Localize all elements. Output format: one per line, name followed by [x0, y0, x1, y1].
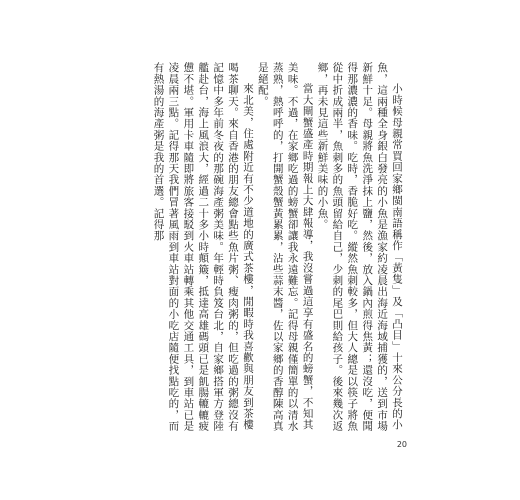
page-number: 20	[396, 440, 407, 449]
paragraph-small-fish: 小時候母親常買回家鄉閩南語稱作「黃隻」及「凸目」十來公分長的小魚，這兩種全身銀白發亮的小魚是漁家約凌晨出海近海域捕獲的，送到市場新鮮十足。母親將魚洗淨抹上鹽，然後，放入鍋內煎得焦黃；還沒吃，便聞得那濃濃的香味。吃時，香脆好吃。縱然魚刺較多，但大人總是以筷子將魚從中折成兩半，魚刺多的魚頭留給自己，少刺的尾巴則給孩子。後來幾次返鄉，再未見這些新鮮美味的小魚。	[316, 62, 403, 432]
paragraph-crab: 當大閘蟹盛產時期報上大肆報導，我沒嘗過這享有盛名的螃蟹，不知其美味。不過，在家鄉吃過的螃蟹卻讓我永遠難忘。記得母親僅簡單的以清水蒸熟，熱呼呼的，打開蟹殼蟹黃累累，沾些蒜末醬，佐以家鄉的香醇陳高真是絕配。	[256, 62, 314, 432]
paragraph-seafood-porridge: 來北美，住處附近有不少道地的廣式茶樓，閒暇時我喜歡與朋友到茶樓喝茶聊天。來自香港的朋友總會點些魚片粥、瘦肉粥的，但吃過的粥總沒有記憶中多年前冬夜的那碗海產粥美味。年輕時負笈台北，自家鄉搭軍方登陸艦赴台，海上風浪大，經過二十多小時顛簸，抵達高雄碼頭已是飢腸轆轆疲憊不堪。軍用卡車隨即將旅客接駁到火車站轉乘其他交通工具，到車站已是凌晨兩三點。記得那天我們冒著風雨到車站對面的小吃店隨便找點吃的，而有熱湯的海產粥是我的首選。記得那	[152, 62, 254, 432]
body-text	[122, 62, 404, 432]
